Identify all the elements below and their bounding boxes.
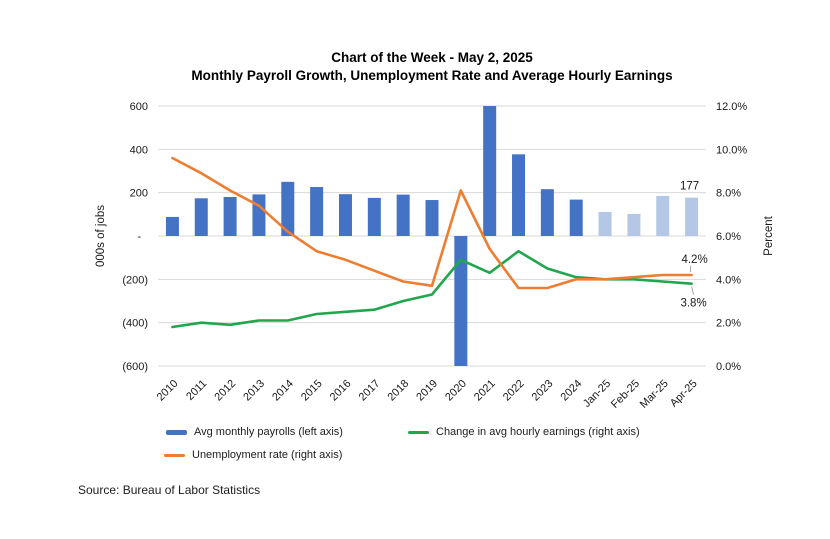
x-axis-label: 2023	[529, 377, 556, 404]
bar-2017	[368, 198, 381, 236]
x-axis-label: 2020	[443, 377, 469, 404]
bar-2012	[224, 197, 237, 236]
right-axis-title: Percent	[763, 216, 775, 256]
chart-title: Chart of the Week - May 2, 2025	[331, 50, 533, 65]
bar-2015	[310, 187, 323, 236]
x-axis-label: Apr-25	[667, 377, 700, 410]
right-axis-tick-label: 8.0%	[716, 187, 742, 200]
unemployment-end-label: 4.2%	[681, 254, 708, 266]
legend-item-earnings	[408, 426, 640, 438]
earnings-legend-swatch	[408, 431, 429, 434]
x-axis-label: 2014	[270, 377, 296, 404]
bar-2010	[166, 217, 179, 236]
apr-bar-value-label: 177	[679, 180, 700, 193]
legend-item-unemployment	[164, 449, 342, 461]
bar-2023	[541, 189, 554, 236]
left-axis-tick-label: -	[137, 231, 141, 243]
left-axis-title: 000s of jobs	[95, 204, 107, 268]
earnings-end-label: 3.8%	[680, 297, 707, 310]
bar-2018	[397, 195, 410, 236]
x-axis-label: 2015	[298, 377, 325, 404]
right-axis-tick-label: 4.0%	[716, 274, 742, 287]
x-axis-label: 2024	[558, 377, 585, 404]
x-axis-label: 2022	[500, 377, 527, 404]
legend-label-earnings: Change in avg hourly earnings (right axis)	[436, 426, 640, 438]
bar-Apr-25	[685, 198, 698, 236]
bar-2022	[512, 154, 525, 236]
bar-2024	[570, 200, 583, 236]
bar-2019	[426, 200, 439, 236]
earnings-line	[172, 251, 691, 327]
payrolls-legend-swatch	[166, 430, 187, 435]
x-axis-label: 2021	[472, 377, 498, 404]
x-axis-label: 2019	[414, 377, 441, 404]
x-axis-label: 2017	[356, 377, 383, 404]
left-axis-tick-label: (600)	[122, 361, 148, 373]
bar-2011	[195, 198, 208, 236]
right-axis-tick-label: 6.0%	[716, 231, 742, 243]
x-axis-label: 2016	[327, 377, 354, 404]
bar-2021	[483, 106, 496, 236]
x-axis-label: Jan-25	[580, 377, 614, 410]
bar-2020	[454, 236, 467, 366]
x-axis-label: 2012	[212, 377, 239, 404]
bar-Jan-25	[599, 212, 612, 236]
bar-2013	[252, 194, 265, 236]
right-axis-tick-label: 2.0%	[716, 317, 742, 330]
legend-label-unemployment: Unemployment rate (right axis)	[192, 449, 343, 461]
x-axis-label: 2018	[385, 377, 412, 404]
left-axis-tick-label: 200	[129, 187, 148, 200]
unemployment-legend-swatch	[164, 454, 185, 457]
left-axis-tick-label: (200)	[122, 274, 148, 287]
legend-label-payrolls: Avg monthly payrolls (left axis)	[194, 426, 343, 438]
legend-item-payrolls	[166, 426, 343, 438]
chart-subtitle: Monthly Payroll Growth, Unemployment Rate and Average Hourly Earnings	[191, 68, 673, 83]
bar-Mar-25	[656, 196, 669, 236]
right-axis-tick-label: 12.0%	[716, 101, 748, 113]
right-axis-tick-label: 0.0%	[716, 361, 742, 373]
source-note: Source: Bureau of Labor Statistics	[78, 483, 261, 497]
bar-2016	[339, 194, 352, 236]
combo-chart-canvas	[0, 88, 830, 418]
bar-Feb-25	[627, 214, 640, 236]
left-axis-tick-label: 600	[129, 101, 148, 113]
x-axis-label: 2011	[184, 377, 210, 403]
x-axis-label: 2010	[154, 377, 181, 404]
right-axis-tick-label: 10.0%	[716, 144, 748, 157]
left-axis-tick-label: (400)	[122, 317, 148, 330]
x-axis-label: 2013	[241, 377, 268, 404]
x-axis-label: Mar-25	[637, 377, 671, 411]
x-axis-label: Feb-25	[608, 377, 643, 411]
leader-line-earnings	[692, 287, 694, 295]
left-axis-tick-label: 400	[129, 144, 148, 157]
